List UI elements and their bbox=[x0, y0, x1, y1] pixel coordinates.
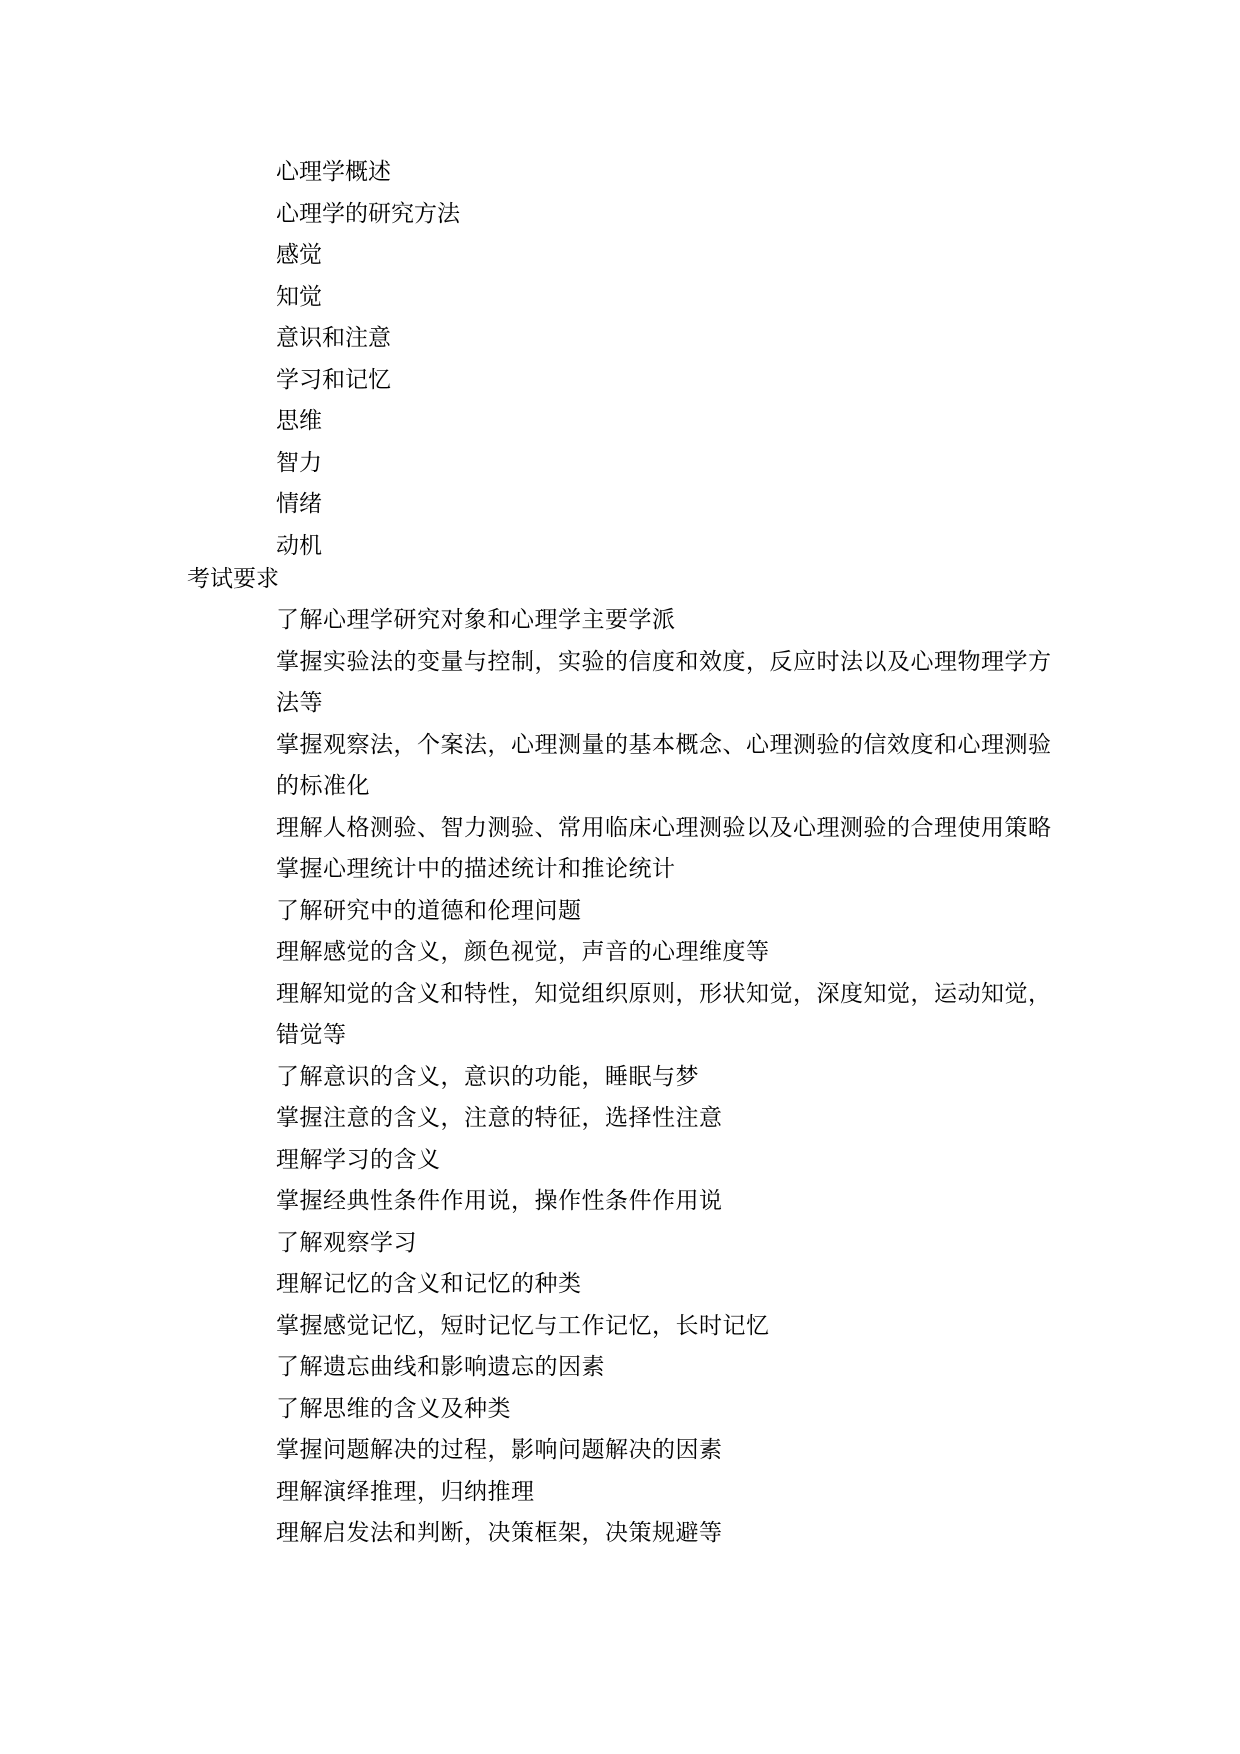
section-heading: 考试要求 bbox=[187, 566, 279, 592]
topic-item: 心理学概述 bbox=[276, 159, 391, 185]
requirements-list bbox=[276, 600, 1066, 1555]
topic-item: 学习和记忆 bbox=[276, 366, 391, 393]
requirement-item: 了解遗忘曲线和影响遗忘的因素 bbox=[276, 1354, 605, 1380]
topic-item: 意识和注意 bbox=[276, 325, 391, 351]
requirement-item: 了解思维的含义及种类 bbox=[276, 1395, 511, 1422]
requirement-item: 理解启发法和判断，决策框架，决策规避等 bbox=[276, 1520, 723, 1546]
requirement-item: 了解心理学研究对象和心理学主要学派 bbox=[276, 607, 676, 633]
requirement-item: 理解感觉的含义，颜色视觉，声音的心理维度等 bbox=[276, 939, 770, 965]
topic-item: 思维 bbox=[276, 408, 322, 434]
requirement-item: 了解意识的含义，意识的功能，睡眠与梦 bbox=[276, 1063, 699, 1090]
topic-list bbox=[276, 152, 460, 567]
topic-item: 动机 bbox=[276, 532, 322, 559]
requirement-item: 掌握注意的含义，注意的特征，选择性注意 bbox=[276, 1105, 723, 1131]
requirement-item: 理解人格测验、智力测验、常用临床心理测验以及心理测验的合理使用策略 bbox=[276, 814, 1052, 841]
topic-item: 感觉 bbox=[276, 242, 322, 268]
requirement-item: 掌握实验法的变量与控制，实验的信度和效度，反应时法以及心理物理学方法等 bbox=[276, 648, 1052, 716]
requirement-item: 掌握感觉记忆，短时记忆与工作记忆，长时记忆 bbox=[276, 1312, 770, 1339]
requirement-item: 理解演绎推理，归纳推理 bbox=[276, 1478, 535, 1505]
requirement-item: 理解学习的含义 bbox=[276, 1146, 441, 1173]
requirement-item: 掌握问题解决的过程，影响问题解决的因素 bbox=[276, 1437, 723, 1463]
topic-item: 情绪 bbox=[276, 491, 322, 517]
requirement-item: 掌握心理统计中的描述统计和推论统计 bbox=[276, 856, 676, 882]
requirement-item: 理解知觉的含义和特性，知觉组织原则，形状知觉，深度知觉，运动知觉，错觉等 bbox=[276, 980, 1052, 1048]
requirement-item: 理解记忆的含义和记忆的种类 bbox=[276, 1271, 582, 1297]
requirement-item: 了解研究中的道德和伦理问题 bbox=[276, 897, 582, 924]
topic-item: 智力 bbox=[276, 449, 322, 476]
topic-item: 心理学的研究方法 bbox=[276, 200, 460, 227]
requirement-item: 掌握经典性条件作用说，操作性条件作用说 bbox=[276, 1188, 723, 1214]
requirement-item: 了解观察学习 bbox=[276, 1229, 417, 1256]
topic-item: 知觉 bbox=[276, 283, 322, 310]
requirement-item: 掌握观察法，个案法，心理测量的基本概念、心理测验的信效度和心理测验的标准化 bbox=[276, 731, 1052, 799]
